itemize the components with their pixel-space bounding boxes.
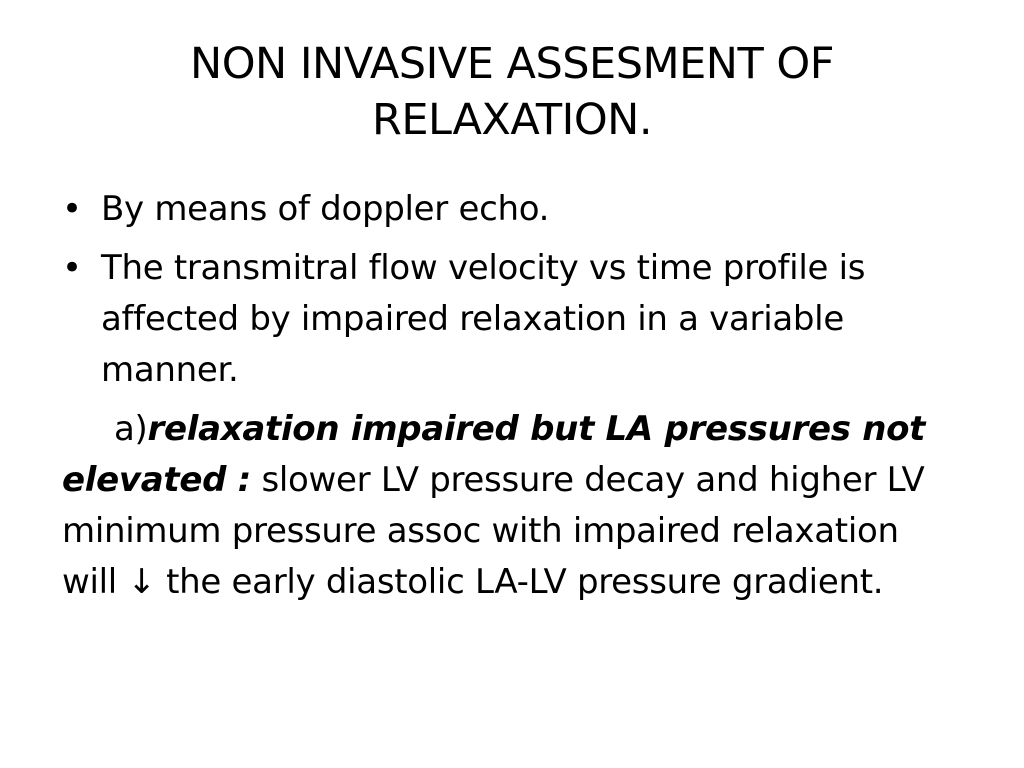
bullet-item <box>62 184 962 235</box>
sub-point-emphasis: relaxation impaired but LA pressures not elevated : <box>62 409 926 500</box>
bullet-item <box>62 243 962 396</box>
bullet-text: By means of doppler echo. <box>101 189 550 229</box>
bullet-dot-icon: • <box>62 189 82 229</box>
bullet-dot-icon: • <box>62 248 82 288</box>
sub-point-text: slower LV pressure decay and higher LV minimum pressure assoc with impaired relaxation will ↓ the early diastolic LA-LV pressure gradient. <box>62 460 925 602</box>
bullet-text: The transmitral flow velocity vs time profile is affected by impaired relaxation in a variable manner. <box>101 248 866 390</box>
sub-point-marker: a) <box>114 409 148 449</box>
slide-body <box>62 184 962 608</box>
sub-point-paragraph <box>62 404 962 608</box>
slide-title: NON INVASIVE ASSESMENT OF RELAXATION. <box>190 39 834 145</box>
bullet-list <box>62 184 962 396</box>
